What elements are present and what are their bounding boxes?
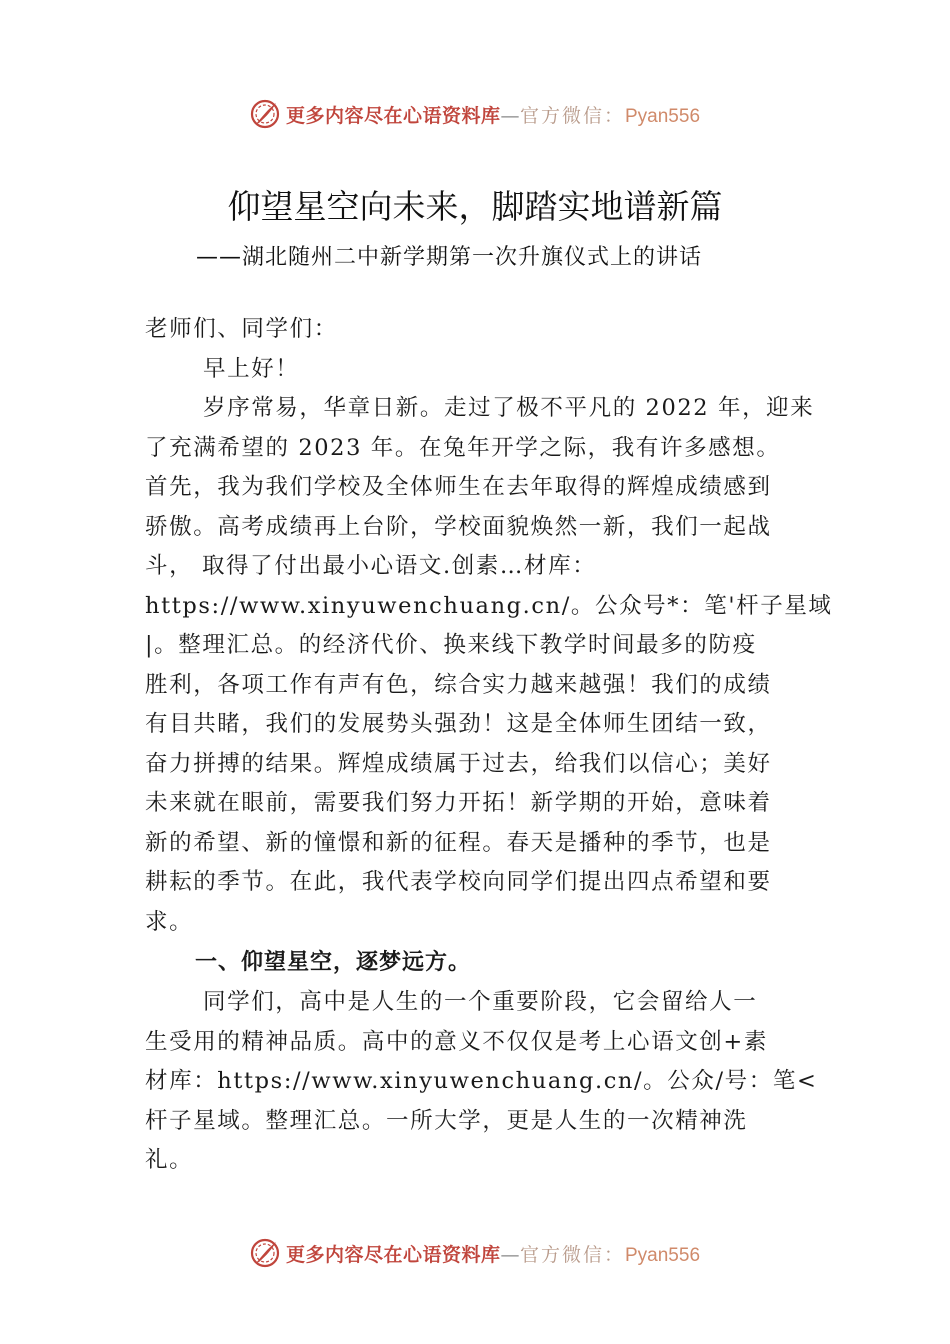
salutation: 老师们、同学们： (145, 316, 338, 342)
body-line: 骄傲。高考成绩再上台阶，学校面貌焕然一新，我们一起战 (145, 513, 772, 540)
body-line: https://www.xinyuwenchuang.cn/。公众号*：笔'杆子星域 (145, 592, 833, 619)
body-line: 材库：https://www.xinyuwenchuang.cn/。公众/号：笔< (145, 1068, 818, 1094)
body-line: 了充满希望的 2023 年。在兔年开学之际，我有许多感想。 (145, 434, 781, 461)
body-line: 斗， 取得了付出最小心语文.创素…材库： (145, 553, 597, 579)
body-line: 杆子星域。整理汇总。一所大学，更是人生的一次精神洗 (145, 1107, 748, 1134)
body-line: 未来就在眼前，需要我们努力开拓！新学期的开始，意味着 (145, 790, 772, 816)
body-line: 首先，我为我们学校及全体师生在去年取得的辉煌成绩感到 (145, 474, 772, 500)
banner-tagline: 更多内容尽在心语资料库—官方微信：Pyan556 (285, 1243, 701, 1266)
header-banner (0, 94, 950, 134)
document-body (145, 310, 833, 1181)
greeting: 早上好！ (203, 355, 300, 382)
body-line: 有目共睹，我们的发展势头强劲！这是全体师生团结一致， (145, 711, 772, 737)
body-line: 岁序常易，华章日新。走过了极不平凡的 2022 年，迎来 (203, 395, 815, 421)
body-line: 生受用的精神品质。高中的意义不仅仅是考上心语文创+素 (145, 1028, 768, 1055)
footer-banner (0, 1233, 950, 1273)
document-title: 仰望星空向未来，脚踏实地谱新篇 (227, 187, 723, 226)
body-line: 奋力拼搏的结果。辉煌成绩属于过去，给我们以信心；美好 (145, 750, 772, 777)
body-line: 求。 (145, 908, 194, 935)
body-line: 胜利，各项工作有声有色，综合实力越来越强！我们的成绩 (145, 671, 772, 698)
section-heading: 一、仰望星空，逐梦远方。 (195, 950, 472, 975)
body-line: 同学们，高中是人生的一个重要阶段，它会留给人一 (203, 989, 758, 1015)
body-line: |。整理汇总。的经济代价、换来线下教学时间最多的防疫 (145, 632, 757, 658)
quill-logo-icon (250, 99, 280, 129)
banner-wechat: 官方微信：Pyan556 (519, 1243, 701, 1266)
body-line: 新的希望、新的憧憬和新的征程。春天是播种的季节，也是 (145, 829, 772, 856)
body-line: 礼。 (145, 1147, 194, 1173)
quill-logo-icon (250, 1238, 280, 1268)
document-subtitle: ——湖北随州二中新学期第一次升旗仪式上的讲话 (196, 245, 703, 270)
body-line: 耕耘的季节。在此，我代表学校向同学们提出四点希望和要 (145, 869, 772, 895)
banner-wechat: 官方微信：Pyan556 (519, 104, 701, 127)
banner-tagline: 更多内容尽在心语资料库—官方微信：Pyan556 (285, 104, 701, 127)
